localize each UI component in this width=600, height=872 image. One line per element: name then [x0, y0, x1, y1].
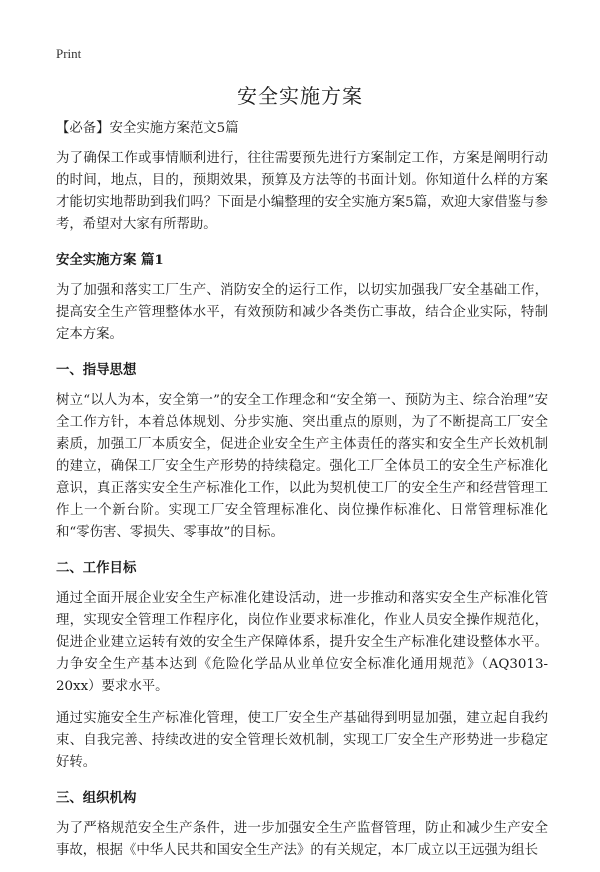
part-heading-guiding-ideology: 一、指导思想	[56, 362, 137, 378]
part-paragraph: 树立“以人为本，安全第一”的安全工作理念和“安全第一、预防为主、综合治理”安全工作方针，本着总体规划、分步实施、突出重点的原则，为了不断提高工厂安全素质，加强工厂本质安全，促进企业安全生产主体责任的落实和安全生产长效机制的建立，确保工厂安全生产形势的持续稳定。强化工厂全体员工的安全生产标准化意识，真正落实安全生产标准化工作，以此为契机使工厂的安全生产和经营管理工作上一个新台阶。实现工厂安全管理标准化、岗位操作标准化、日常管理标准化和“零伤害、零损失、零事故”的目标。	[56, 393, 548, 540]
section-title: 安全实施方案 篇1	[56, 252, 164, 268]
part-paragraph: 通过实施安全生产标准化管理，使工厂安全生产基础得到明显加强，建立起自我约束、自我完善、持续改进的安全管理长效机制，实现工厂安全生产形势进一步稳定好转。	[56, 711, 548, 770]
page-title: 安全实施方案	[237, 84, 363, 108]
part-paragraph: 为了严格规范安全生产条件，进一步加强安全生产监督管理，防止和减少生产安全事故，根据《中华人民共和国安全生产法》的有关规定，本厂成立以王远强为组长	[56, 821, 548, 858]
intro-paragraph: 为了确保工作或事情顺利进行，往往需要预先进行方案制定工作，方案是阐明行动的时间，地点，目的，预期效果，预算及方法等的书面计划。你知道什么样的方案才能切实地帮助到我们吗？下面是小编整理的安全实施方案5篇，欢迎大家借鉴与参考，希望对大家有所帮助。	[56, 151, 548, 232]
section-intro-paragraph: 为了加强和落实工厂生产、消防安全的运行工作，以切实加强我厂安全基础工作，提高安全生产管理整体水平，有效预防和减少各类伤亡事故，结合企业实际，特制定本方案。	[56, 283, 548, 342]
document-subtitle: 【必备】安全实施方案范文5篇	[56, 121, 239, 136]
part-heading-work-goals: 二、工作目标	[56, 560, 137, 576]
print-label: Print	[56, 46, 82, 61]
part-heading-organization: 三、组织机构	[56, 790, 137, 806]
document-body	[56, 118, 548, 872]
part-paragraph: 通过全面开展企业安全生产标准化建设活动，进一步推动和落实安全生产标准化管理，实现安全管理工作程序化，岗位作业要求标准化，作业人员安全操作规范化，促进企业建立运转有效的安全生产保障体系，提升安全生产标准化建设整体水平。力争安全生产基本达到《危险化学品从业单位安全标准化通用规范》（AQ3013-20xx）要求水平。	[56, 591, 548, 694]
